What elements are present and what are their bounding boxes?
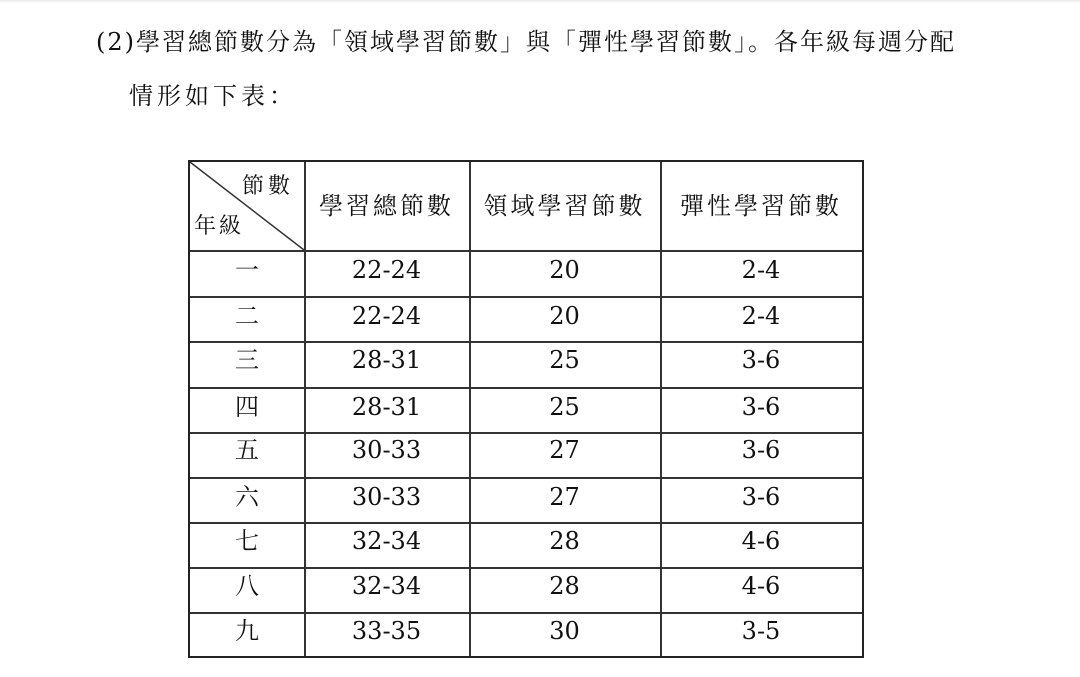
total-hours-cell: 33-35 [351,617,422,645]
row-divider [190,477,862,479]
intro-line-1: (2)學習總節數分為「領域學習節數」與「彈性學習節數」。各年級每週分配 [96,28,956,56]
domain-hours-cell: 28 [549,572,580,600]
domain-hours-cell: 20 [549,256,580,284]
flexible-hours-cell: 3-5 [741,617,781,645]
flexible-hours-cell: 2-4 [741,256,781,284]
domain-hours-cell: 27 [549,483,580,511]
flexible-hours-cell: 3-6 [741,393,781,421]
grade-cell: 七 [235,527,259,555]
row-divider [190,612,862,614]
grade-cell: 八 [235,572,259,600]
header-domain-hours: 領域學習節數 [483,192,646,220]
intro-line-2: 情形如下表： [129,82,297,110]
grade-cell: 二 [235,302,259,330]
flexible-hours-cell: 3-6 [741,346,781,374]
total-hours-cell: 32-34 [351,527,422,555]
row-divider [190,341,862,343]
domain-hours-cell: 28 [549,527,580,555]
grade-cell: 六 [235,483,259,511]
grade-cell: 九 [235,617,259,645]
row-divider [190,432,862,434]
row-divider [190,387,862,389]
row-divider [190,296,862,298]
row-divider [190,567,862,569]
domain-hours-cell: 25 [549,393,580,421]
total-hours-cell: 32-34 [351,572,422,600]
domain-hours-cell: 20 [549,302,580,330]
grade-cell: 四 [235,393,259,421]
corner-header-hours: 節數 [242,174,295,199]
flexible-hours-cell: 3-6 [741,483,781,511]
header-total-hours: 學習總節數 [319,192,454,220]
page-top-edge [0,0,1080,3]
flexible-hours-cell: 4-6 [741,527,781,555]
domain-hours-cell: 30 [549,617,580,645]
total-hours-cell: 28-31 [351,393,422,421]
total-hours-cell: 22-24 [351,302,422,330]
grade-cell: 三 [235,346,259,374]
header-flexible-hours: 彈性學習節數 [680,192,842,220]
total-hours-cell: 28-31 [351,346,422,374]
total-hours-cell: 30-33 [351,436,422,464]
domain-hours-cell: 27 [549,436,580,464]
grade-cell: 一 [235,256,259,284]
total-hours-cell: 30-33 [351,483,422,511]
grade-cell: 五 [235,436,259,464]
domain-hours-cell: 25 [549,346,580,374]
total-hours-cell: 22-24 [351,256,422,284]
flexible-hours-cell: 4-6 [741,572,781,600]
flexible-hours-cell: 3-6 [741,436,781,464]
corner-header-grade: 年級 [194,214,245,239]
flexible-hours-cell: 2-4 [741,302,781,330]
header-divider [190,250,862,252]
row-divider [190,522,862,524]
hours-table [188,160,864,658]
